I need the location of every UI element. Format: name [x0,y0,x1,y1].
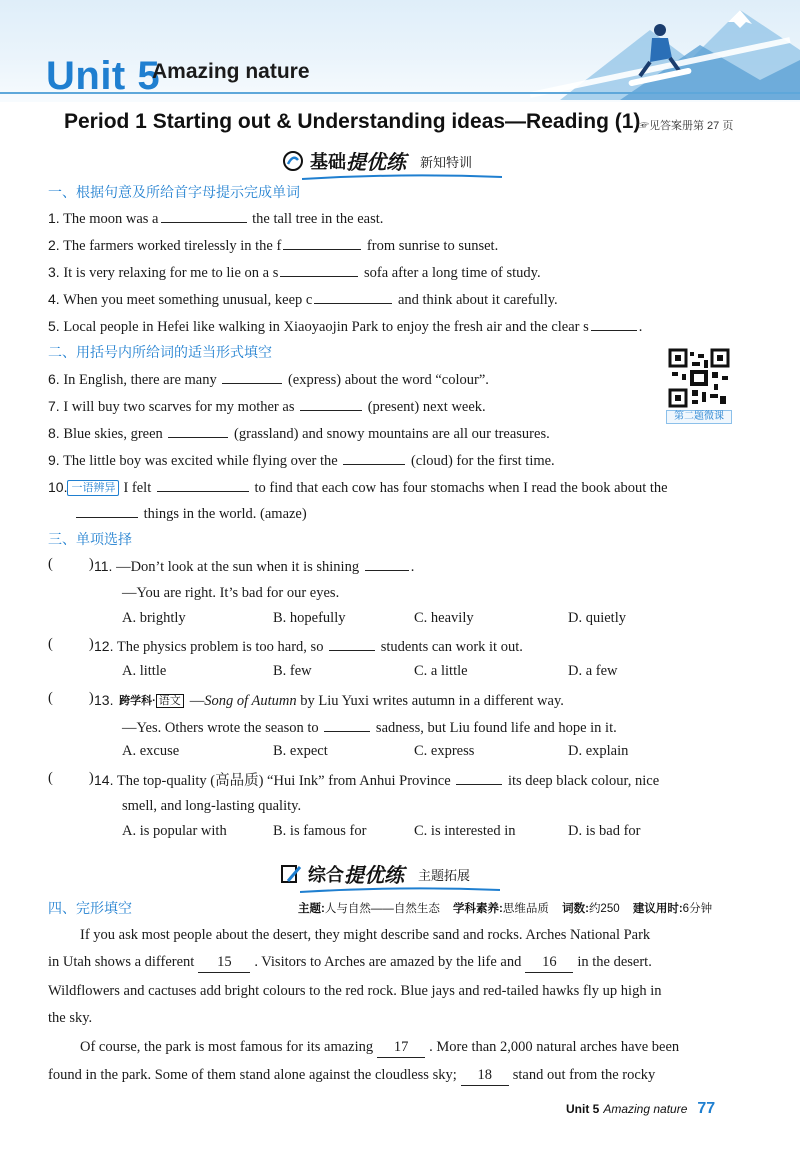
answer-blank[interactable] [300,396,362,411]
question-14-line2: smell, and long-lasting quality. [122,798,302,814]
question-2: 2. The farmers worked tirelessly in the f from sunrise to sunset. [48,237,499,254]
underline-swoosh [300,886,500,894]
cloze-blank-17[interactable]: 17 [377,1037,425,1058]
section-basic-sub: 新知特训 [420,155,473,170]
answer-paren-11[interactable]: ( ) [48,556,94,572]
answer-blank[interactable] [280,262,358,277]
underline-swoosh [302,173,502,181]
question-6: 6. In English, there are many (express) about the word “colour”. [48,371,489,388]
answer-blank[interactable] [329,636,375,651]
option-a[interactable]: A. brightly [122,610,186,626]
option-b[interactable]: B. expect [273,743,328,759]
swirl-badge-icon [282,150,304,172]
option-a[interactable]: A. excuse [122,743,180,759]
qr-code[interactable] [666,346,732,424]
passage-p2-line1: Of course, the park is most famous for its amazing 17 . More than 2,000 natural arches have been [80,1037,679,1058]
footer-unit-name: Amazing nature [603,1102,688,1116]
section-comp-bold: 提优练 [344,865,404,887]
question-11: 11. —Don’t look at the sun when it is shining . [94,558,415,575]
question-13: 13. 跨学科· 语文 —Song of Autumn by Liu Yuxi writes autumn in a different way. [94,692,564,709]
passage-p1-line2: in Utah shows a different 15 . Visitors to Arches are amazed by the life and 16 in the desert. [48,952,652,973]
option-c[interactable]: C. express [414,743,475,759]
question-9: 9. The little boy was excited while flying over the (cloud) for the first time. [48,452,555,469]
option-d[interactable]: D. quietly [568,610,626,626]
passage-p1-line1: If you ask most people about the desert, they might describe sand and rocks. Arches National Park [80,927,651,943]
passage-p1-line4: the sky. [48,1010,93,1026]
part4-heading: 四、完形填空 [48,900,132,916]
answer-blank[interactable] [161,208,247,223]
section-comp-sub: 主题拓展 [418,868,471,883]
answer-blank[interactable] [365,556,409,571]
unit-label: Unit 5 [46,54,161,98]
page-number: 77 [697,1100,716,1117]
answer-reference: ☞见答案册第 27 页 [638,120,734,132]
section-banner-comprehensive [280,859,470,888]
cloze-blank-18[interactable]: 18 [461,1065,509,1086]
section-basic-bold: 提优练 [346,152,406,174]
question-13-reply: —Yes. Others wrote the season to sadness, but Liu found life and hope in it. [122,717,617,738]
answer-paren-12[interactable]: ( ) [48,636,94,652]
answer-blank[interactable] [76,503,138,518]
passage-p2-line2: found in the park. Some of them stand alone against the cloudless sky; 18 stand out from the rocky [48,1065,655,1086]
answer-blank[interactable] [283,235,361,250]
question-10-line2: things in the world. (amaze) [74,503,307,524]
period-title: Period 1 Starting out & Understanding ideas—Reading (1) [64,110,641,133]
part3-heading: 三、单项选择 [48,531,132,547]
footer-unit: Unit 5 [566,1102,600,1116]
answer-blank[interactable] [168,423,228,438]
pen-badge-icon [280,863,302,885]
option-c[interactable]: C. a little [414,663,468,679]
option-b[interactable]: B. few [273,663,312,679]
passage-meta: 主题:人与自然——自然生态 学科素养:思维品质 词数:约250 建议用时:6分钟 [298,903,713,915]
distinguish-tag: 一语辨异 [67,480,119,496]
option-a[interactable]: A. little [122,663,167,679]
cross-subject-tag: 跨学科· 语文 [117,694,186,708]
question-14: 14. The top-quality (高品质) “Hui Ink” from Anhui Province its deep black colour, nice [94,772,660,789]
section-comp-main: 综合 [308,864,344,885]
option-b[interactable]: B. is famous for [273,823,367,839]
option-a[interactable]: A. is popular with [122,823,227,839]
answer-paren-13[interactable]: ( ) [48,690,94,706]
answer-blank[interactable] [157,477,249,492]
answer-blank[interactable] [222,369,282,384]
option-c[interactable]: C. heavily [414,610,474,626]
answer-blank[interactable] [314,289,392,304]
question-11-reply: —You are right. It’s bad for our eyes. [122,585,340,601]
answer-paren-14[interactable]: ( ) [48,770,94,786]
section-basic-main: 基础 [310,151,346,172]
qr-caption: 第二题微课 [666,410,732,424]
question-10: 10. 一语辨异 I felt to find that each cow has four stomachs when I read the book about the [48,479,668,496]
answer-blank[interactable] [343,450,405,465]
part1-heading: 一、根据句意及所给首字母提示完成单词 [48,184,300,200]
question-8: 8. Blue skies, green (grassland) and snowy mountains are all our treasures. [48,425,550,442]
option-d[interactable]: D. a few [568,663,618,679]
answer-blank[interactable] [324,717,370,732]
unit-banner [0,0,800,102]
part2-heading: 二、用括号内所给词的适当形式填空 [48,344,272,360]
option-c[interactable]: C. is interested in [414,823,516,839]
snowboarder-mountain-illustration [500,0,800,100]
passage-p1-line3: Wildflowers and cactuses add bright colours to the red rock. Blue jays and red-tailed hawks fly up high in [48,983,662,999]
qr-code-icon [666,346,732,410]
cloze-blank-16[interactable]: 16 [525,952,573,973]
page-footer [566,1100,715,1118]
section-banner-basic [282,146,472,175]
question-4: 4. When you meet something unusual, keep c and think about it carefully. [48,291,558,308]
question-1: 1. The moon was a the tall tree in the east. [48,210,384,227]
question-12: 12. The physics problem is too hard, so students can work it out. [94,638,523,655]
answer-blank[interactable] [591,316,637,331]
unit-title: Amazing nature [152,60,310,83]
hand-pointer-icon: ☞ [638,120,649,132]
question-5: 5. Local people in Hefei like walking in Xiaoyaojin Park to enjoy the fresh air and the clear s . [48,318,643,335]
answer-blank[interactable] [456,770,502,785]
option-b[interactable]: B. hopefully [273,610,346,626]
option-d[interactable]: D. is bad for [568,823,641,839]
cloze-blank-15[interactable]: 15 [198,952,250,973]
question-7: 7. I will buy two scarves for my mother as (present) next week. [48,398,486,415]
question-3: 3. It is very relaxing for me to lie on a s sofa after a long time of study. [48,264,541,281]
option-d[interactable]: D. explain [568,743,629,759]
